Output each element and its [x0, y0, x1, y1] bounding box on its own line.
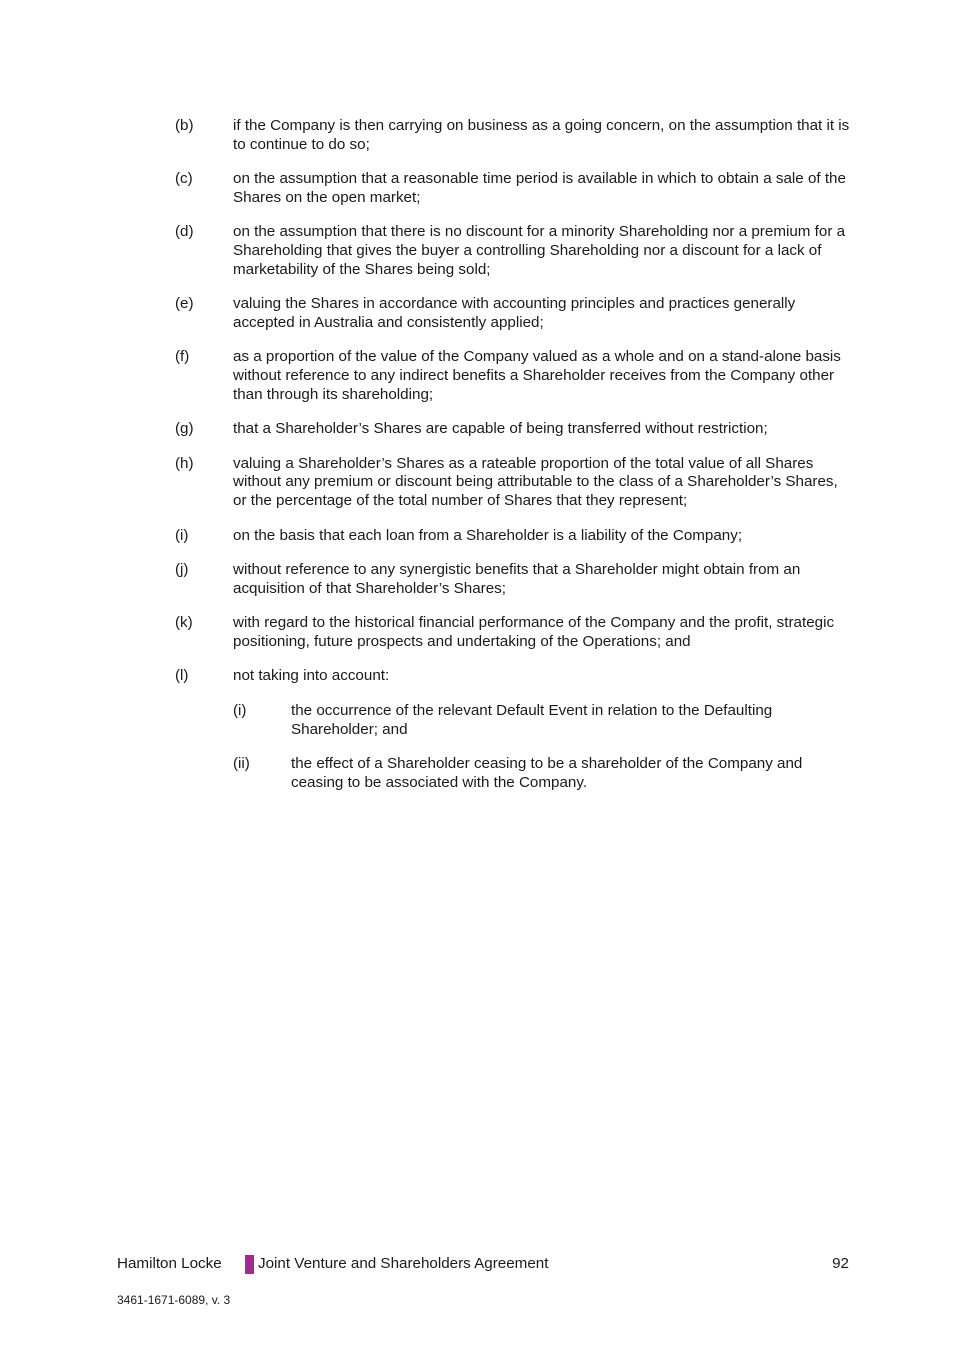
clause-number: (g): [175, 420, 194, 438]
clause-d: [175, 223, 850, 279]
clause-text: on the assumption that a reasonable time period is available in which to obtain a sale of the Shares on the open market;: [233, 170, 846, 206]
subclause-text: the occurrence of the relevant Default Event in relation to the Defaulting Shareholder; and: [291, 702, 773, 738]
clause-b: [175, 117, 850, 154]
clause-list: [175, 117, 850, 808]
clause-number: (d): [175, 223, 194, 241]
clause-text: without reference to any synergistic benefits that a Shareholder might obtain from an acquisition of that Shareholder’s Shares;: [233, 561, 801, 597]
page-footer: [117, 1254, 849, 1276]
clause-text: valuing a Shareholder’s Shares as a rateable proportion of the total value of all Shares without any premium or discount being attributable to the class of a Shareholder’s Shares, or the percentage of the total number of Shares that they represent;: [233, 454, 838, 509]
clause-text: valuing the Shares in accordance with accounting principles and practices generally accepted in Australia and consistently applied;: [233, 295, 796, 331]
footer-accent-bar: [245, 1255, 254, 1274]
subclause-i: [233, 702, 850, 739]
clause-text: if the Company is then carrying on business as a going concern, on the assumption that it is to continue to do so;: [233, 117, 850, 153]
subclause-ii: [233, 755, 850, 792]
clause-h: [175, 455, 850, 511]
clause-number: (f): [175, 348, 190, 366]
page-number: 92: [832, 1255, 849, 1272]
clause-text: that a Shareholder’s Shares are capable of being transferred without restriction;: [233, 420, 768, 438]
subclause-text: the effect of a Shareholder ceasing to be a shareholder of the Company and ceasing to be associated with the Company.: [291, 755, 803, 791]
subclause-number: (ii): [233, 755, 250, 773]
clause-l: [175, 667, 850, 686]
document-title: Joint Venture and Shareholders Agreement: [258, 1255, 549, 1272]
clause-text: not taking into account:: [233, 667, 390, 685]
clause-number: (h): [175, 454, 194, 472]
clause-text: on the assumption that there is no discount for a minority Shareholding nor a premium for a Shareholding that gives the buyer a controlling Shareholding nor a discount for a lack of marketability of the Shares being sold;: [233, 223, 846, 278]
clause-text: as a proportion of the value of the Company valued as a whole and on a stand-alone basis without reference to any indirect benefits a Shareholder receives from the Company other than through its shareholding;: [233, 348, 841, 403]
clause-j: [175, 561, 850, 598]
clause-e: [175, 295, 850, 332]
subclause-list: [233, 702, 850, 792]
clause-text: with regard to the historical financial performance of the Company and the profit, strategic positioning, future prospects and undertaking of the Operations; and: [233, 614, 835, 650]
clause-number: (k): [175, 614, 193, 632]
firm-name: Hamilton Locke: [117, 1255, 222, 1272]
clause-number: (j): [175, 561, 189, 579]
clause-number: (e): [175, 295, 194, 313]
clause-number: (l): [175, 667, 189, 685]
clause-number: (i): [175, 526, 189, 544]
subclause-number: (i): [233, 702, 247, 720]
clause-c: [175, 170, 850, 207]
clause-k: [175, 614, 850, 651]
clause-f: [175, 348, 850, 404]
clause-g: [175, 420, 850, 439]
clause-number: (b): [175, 117, 194, 134]
document-reference: 3461-1671-6089, v. 3: [117, 1293, 231, 1307]
clause-number: (c): [175, 170, 193, 188]
clause-text: on the basis that each loan from a Shareholder is a liability of the Company;: [233, 526, 743, 544]
clause-i: [175, 527, 850, 546]
